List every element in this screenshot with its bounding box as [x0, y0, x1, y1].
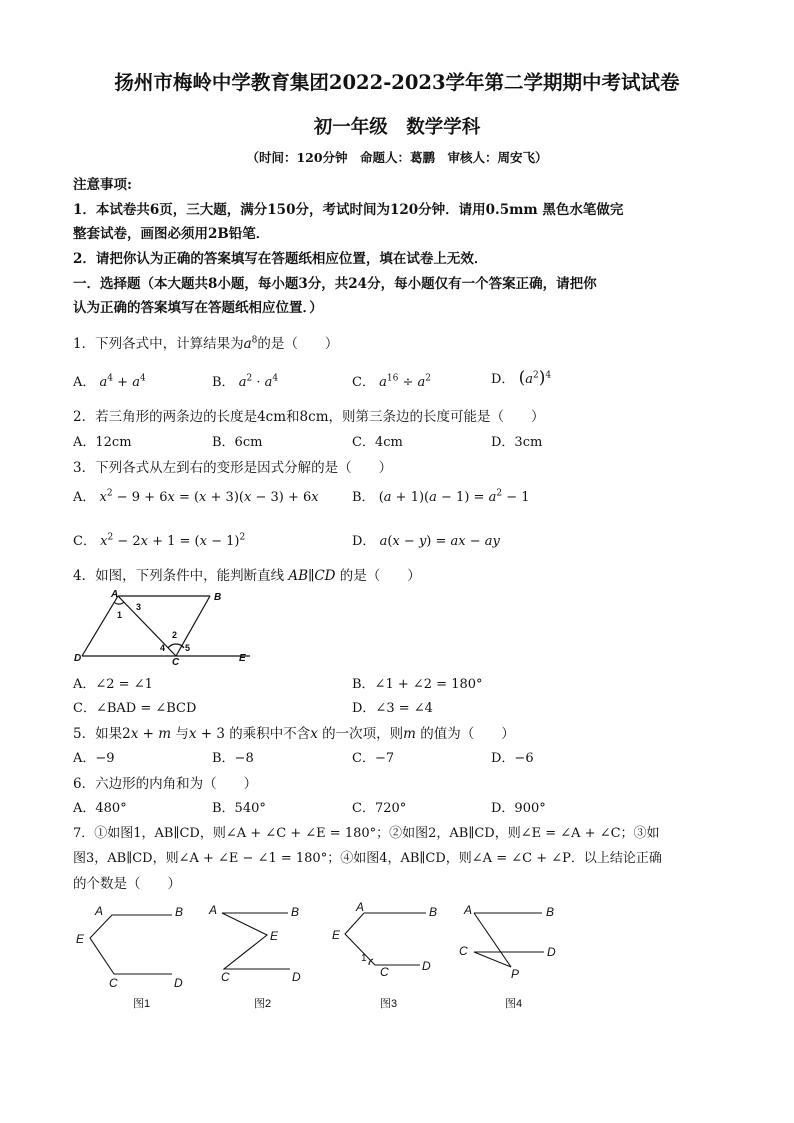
q5-stem: 5．如果2x + m 与x + 3 的乘积中不含x 的一次项，则m 的值为（ ） — [73, 726, 515, 742]
exam-subtitle: 初一年级 数学学科 — [313, 117, 481, 138]
fig3-label-b: B — [429, 905, 438, 919]
fig1-label-b: B — [175, 905, 184, 919]
q7-line-2: 图3，AB∥CD，则∠A + ∠E − ∠1 = 180°；④如图4，AB∥CD，则∠A = ∠C + ∠P．以上结论正确 — [73, 851, 662, 866]
q3-option-c: C． $x^2 - 2x + 1 = (x - 1)^2$ — [73, 532, 246, 549]
q6-option-d: D．900° — [491, 801, 546, 816]
q1-stem: 1．下列各式中，计算结果为$a^8$的是（ ） — [73, 335, 339, 352]
q3-option-d: D． a(x − y) = ax − ay — [352, 534, 500, 549]
section1-line-2: 认为正确的答案填写在答题纸相应位置．） — [73, 300, 323, 316]
q4-label-d: D — [74, 653, 82, 664]
fig3-label-e: E — [332, 928, 341, 942]
q4-label-1: 1 — [117, 610, 123, 620]
q7-line-3: 的个数是（ ） — [73, 876, 181, 892]
notes-line-1a: 1．本试卷共6页，三大题，满分150分，考试时间为120分钟．请用0.5mm 黑色水笔做完 — [73, 202, 624, 218]
fig2-label-c: C — [221, 970, 230, 984]
fig3-label-a: A — [356, 900, 365, 914]
q4-label-b: B — [214, 592, 222, 603]
q4-option-c: C．∠BAD = ∠BCD — [73, 701, 197, 716]
fig1-label-a: A — [95, 904, 104, 918]
exam-title: 扬州市梅岭中学教育集团2022-2023学年第二学期期中考试试卷 — [114, 71, 680, 94]
q3-option-b: B． $(a + 1)(a - 1) = a^2 - 1$ — [352, 488, 530, 505]
fig4-caption: 图4 — [505, 998, 523, 1010]
q5-option-a: A．−9 — [73, 751, 115, 766]
q4-stem: 4．如图，下列条件中，能判断直线 AB∥CD 的是（ ） — [73, 568, 421, 584]
q1-option-d: D． $(a^2)^4$ — [491, 368, 552, 388]
q1-option-c: C． $a^{16} \div a^2$ — [352, 373, 431, 390]
section1-line-1: 一．选择题（本大题共8小题，每小题3分，共24分，每小题仅有一个答案正确，请把你 — [73, 276, 597, 292]
q4-label-4: 4 — [160, 643, 166, 653]
q6-stem: 6．六边形的内角和为（ ） — [73, 776, 258, 792]
q7-line-1: 7．①如图1，AB∥CD，则∠A + ∠C + ∠E = 180°；②如图2，AB∥CD，则∠E = ∠A + ∠C；③如 — [73, 826, 660, 841]
q5-option-d: D．−6 — [491, 751, 534, 766]
q4-angle-arc-c — [168, 644, 184, 648]
q2-option-c: C．4cm — [352, 435, 403, 450]
fig3-label-1: 1 — [361, 953, 367, 964]
fig4-line-ap — [474, 913, 511, 967]
q5-option-b: B．−8 — [212, 751, 254, 766]
q4-label-a: A — [111, 589, 119, 600]
q6-option-a: A．480° — [73, 801, 127, 816]
fig4-label-b: B — [546, 905, 555, 919]
fig3-label-c: C — [380, 965, 389, 979]
fig2-label-b: B — [291, 905, 300, 919]
fig1-label-e: E — [76, 932, 85, 946]
fig1-shape — [90, 915, 172, 974]
q2-option-d: D．3cm — [491, 435, 543, 450]
fig2-label-d: D — [292, 970, 301, 984]
q4-label-2: 2 — [172, 630, 178, 640]
fig4-label-d: D — [547, 945, 556, 959]
exam-meta: （时间：120分钟 命题人：葛鹏 审核人：周安飞） — [246, 150, 548, 165]
q2-option-b: B．6cm — [212, 435, 263, 450]
q4-label-5: 5 — [185, 643, 191, 653]
q4-label-3: 3 — [136, 602, 142, 612]
fig2-shape — [222, 913, 290, 969]
fig3-caption: 图3 — [380, 998, 398, 1010]
q4-option-d: D．∠3 = ∠4 — [352, 701, 433, 716]
notes-heading: 注意事项: — [73, 177, 132, 193]
fig2-label-e: E — [270, 929, 279, 943]
q4-angle-arc-a — [114, 602, 124, 604]
fig2-label-a: A — [209, 903, 218, 917]
q4-figure — [70, 588, 260, 666]
q3-stem: 3．下列各式从左到右的变形是因式分解的是（ ） — [73, 460, 393, 476]
fig2-caption: 图2 — [254, 998, 272, 1010]
q4-line-bc — [176, 596, 210, 656]
fig3-label-d: D — [422, 959, 431, 973]
q1-option-a: A． $a^4 + a^4$ — [73, 373, 146, 390]
fig4-label-p: P — [511, 967, 520, 981]
q4-line-ac — [118, 596, 176, 656]
fig1-caption: 图1 — [133, 998, 151, 1010]
q5-option-c: C．−7 — [352, 751, 395, 766]
notes-line-1b: 整套试卷，画图必须用2B铅笔． — [73, 226, 270, 242]
q7-figures — [70, 898, 590, 1016]
q4-line-ad — [82, 596, 118, 656]
q4-label-e: E — [239, 653, 246, 664]
q4-option-b: B．∠1 + ∠2 = 180° — [352, 677, 483, 692]
q1-option-b: B． $a^2 \cdot a^4$ — [212, 373, 279, 390]
notes-line-2: 2．请把你认为正确的答案填写在答题纸相应位置，填在试卷上无效． — [73, 251, 488, 267]
q2-option-a: A．12cm — [73, 435, 132, 450]
fig1-label-d: D — [174, 976, 183, 990]
q4-label-c: C — [172, 657, 180, 666]
q2-stem: 2．若三角形的两条边的长度是4cm和8cm，则第三条边的长度可能是（ ） — [73, 409, 545, 425]
fig4-label-a: A — [464, 903, 473, 917]
fig3-shape — [345, 913, 426, 965]
fig4-label-c: C — [459, 944, 468, 958]
q6-option-b: B．540° — [212, 801, 266, 816]
q4-option-a: A．∠2 = ∠1 — [73, 677, 153, 692]
q6-option-c: C．720° — [352, 801, 407, 816]
fig1-label-c: C — [109, 976, 118, 990]
q3-option-a: A． $x^2 - 9 + 6x = (x + 3)(x - 3) + 6x$ — [73, 488, 319, 505]
